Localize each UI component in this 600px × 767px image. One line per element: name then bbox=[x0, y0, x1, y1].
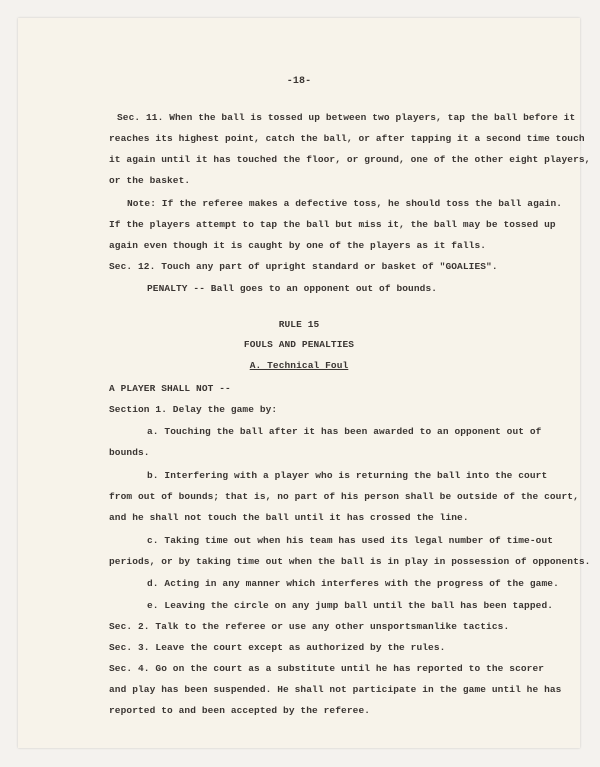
section-heading: A. Technical Foul bbox=[249, 360, 349, 371]
sec11-line-1: Sec. 11. When the ball is tossed up between two players, tap the ball before it bbox=[117, 112, 576, 123]
section1-line: Section 1. Delay the game by: bbox=[109, 404, 278, 415]
document-page bbox=[18, 18, 591, 748]
note-line-3: again even though it is caught by one of the players as it falls. bbox=[109, 240, 487, 251]
item-c-line-2: periods, or by taking time out when the ball is in play in possession of opponents. bbox=[109, 556, 591, 567]
rule-subtitle: FOULS AND PENALTIES bbox=[243, 339, 355, 350]
note-line-1: Note: If the referee makes a defective toss, he should toss the ball again. bbox=[127, 198, 563, 209]
item-b-line-2: from out of bounds; that is, no part of his person shall be outside of the court, bbox=[109, 491, 579, 502]
item-c-line-1: c. Taking time out when his team has used its legal number of time-out bbox=[147, 535, 554, 546]
sec11-line-4: or the basket. bbox=[109, 175, 191, 186]
sec2-line: Sec. 2. Talk to the referee or use any other unsportsmanlike tactics. bbox=[109, 621, 510, 632]
sec12-line: Sec. 12. Touch any part of upright standard or basket of "GOALIES". bbox=[109, 261, 498, 272]
sec11-line-3: it again until it has touched the floor, or ground, one of the other eight players, bbox=[109, 154, 591, 165]
item-d-line: d. Acting in any manner which interferes with the progress of the game. bbox=[147, 578, 559, 589]
item-a-line-1: a. Touching the ball after it has been awarded to an opponent out of bbox=[147, 426, 542, 437]
sec4-line-1: Sec. 4. Go on the court as a substitute until he has reported to the scorer bbox=[109, 663, 545, 674]
sec4-line-2: and play has been suspended. He shall not participate in the game until he has bbox=[109, 684, 562, 695]
item-b-line-3: and he shall not touch the ball until it has crossed the line. bbox=[109, 512, 469, 523]
note-line-2: If the players attempt to tap the ball but miss it, the ball may be tossed up bbox=[109, 219, 556, 230]
penalty-line: PENALTY -- Ball goes to an opponent out of bounds. bbox=[147, 283, 438, 294]
item-e-line: e. Leaving the circle on any jump ball until the ball has been tapped. bbox=[147, 600, 554, 611]
intro-line: A PLAYER SHALL NOT -- bbox=[109, 383, 231, 394]
rule-title: RULE 15 bbox=[278, 319, 320, 330]
sec4-line-3: reported to and been accepted by the referee. bbox=[109, 705, 371, 716]
item-a-line-2: bounds. bbox=[109, 447, 150, 458]
page-number: -18- bbox=[286, 76, 312, 87]
sec11-line-2: reaches its highest point, catch the ball, or after tapping it a second time touch bbox=[109, 133, 585, 144]
item-b-line-1: b. Interfering with a player who is returning the ball into the court bbox=[147, 470, 548, 481]
sec3-line: Sec. 3. Leave the court except as authorized by the rules. bbox=[109, 642, 446, 653]
